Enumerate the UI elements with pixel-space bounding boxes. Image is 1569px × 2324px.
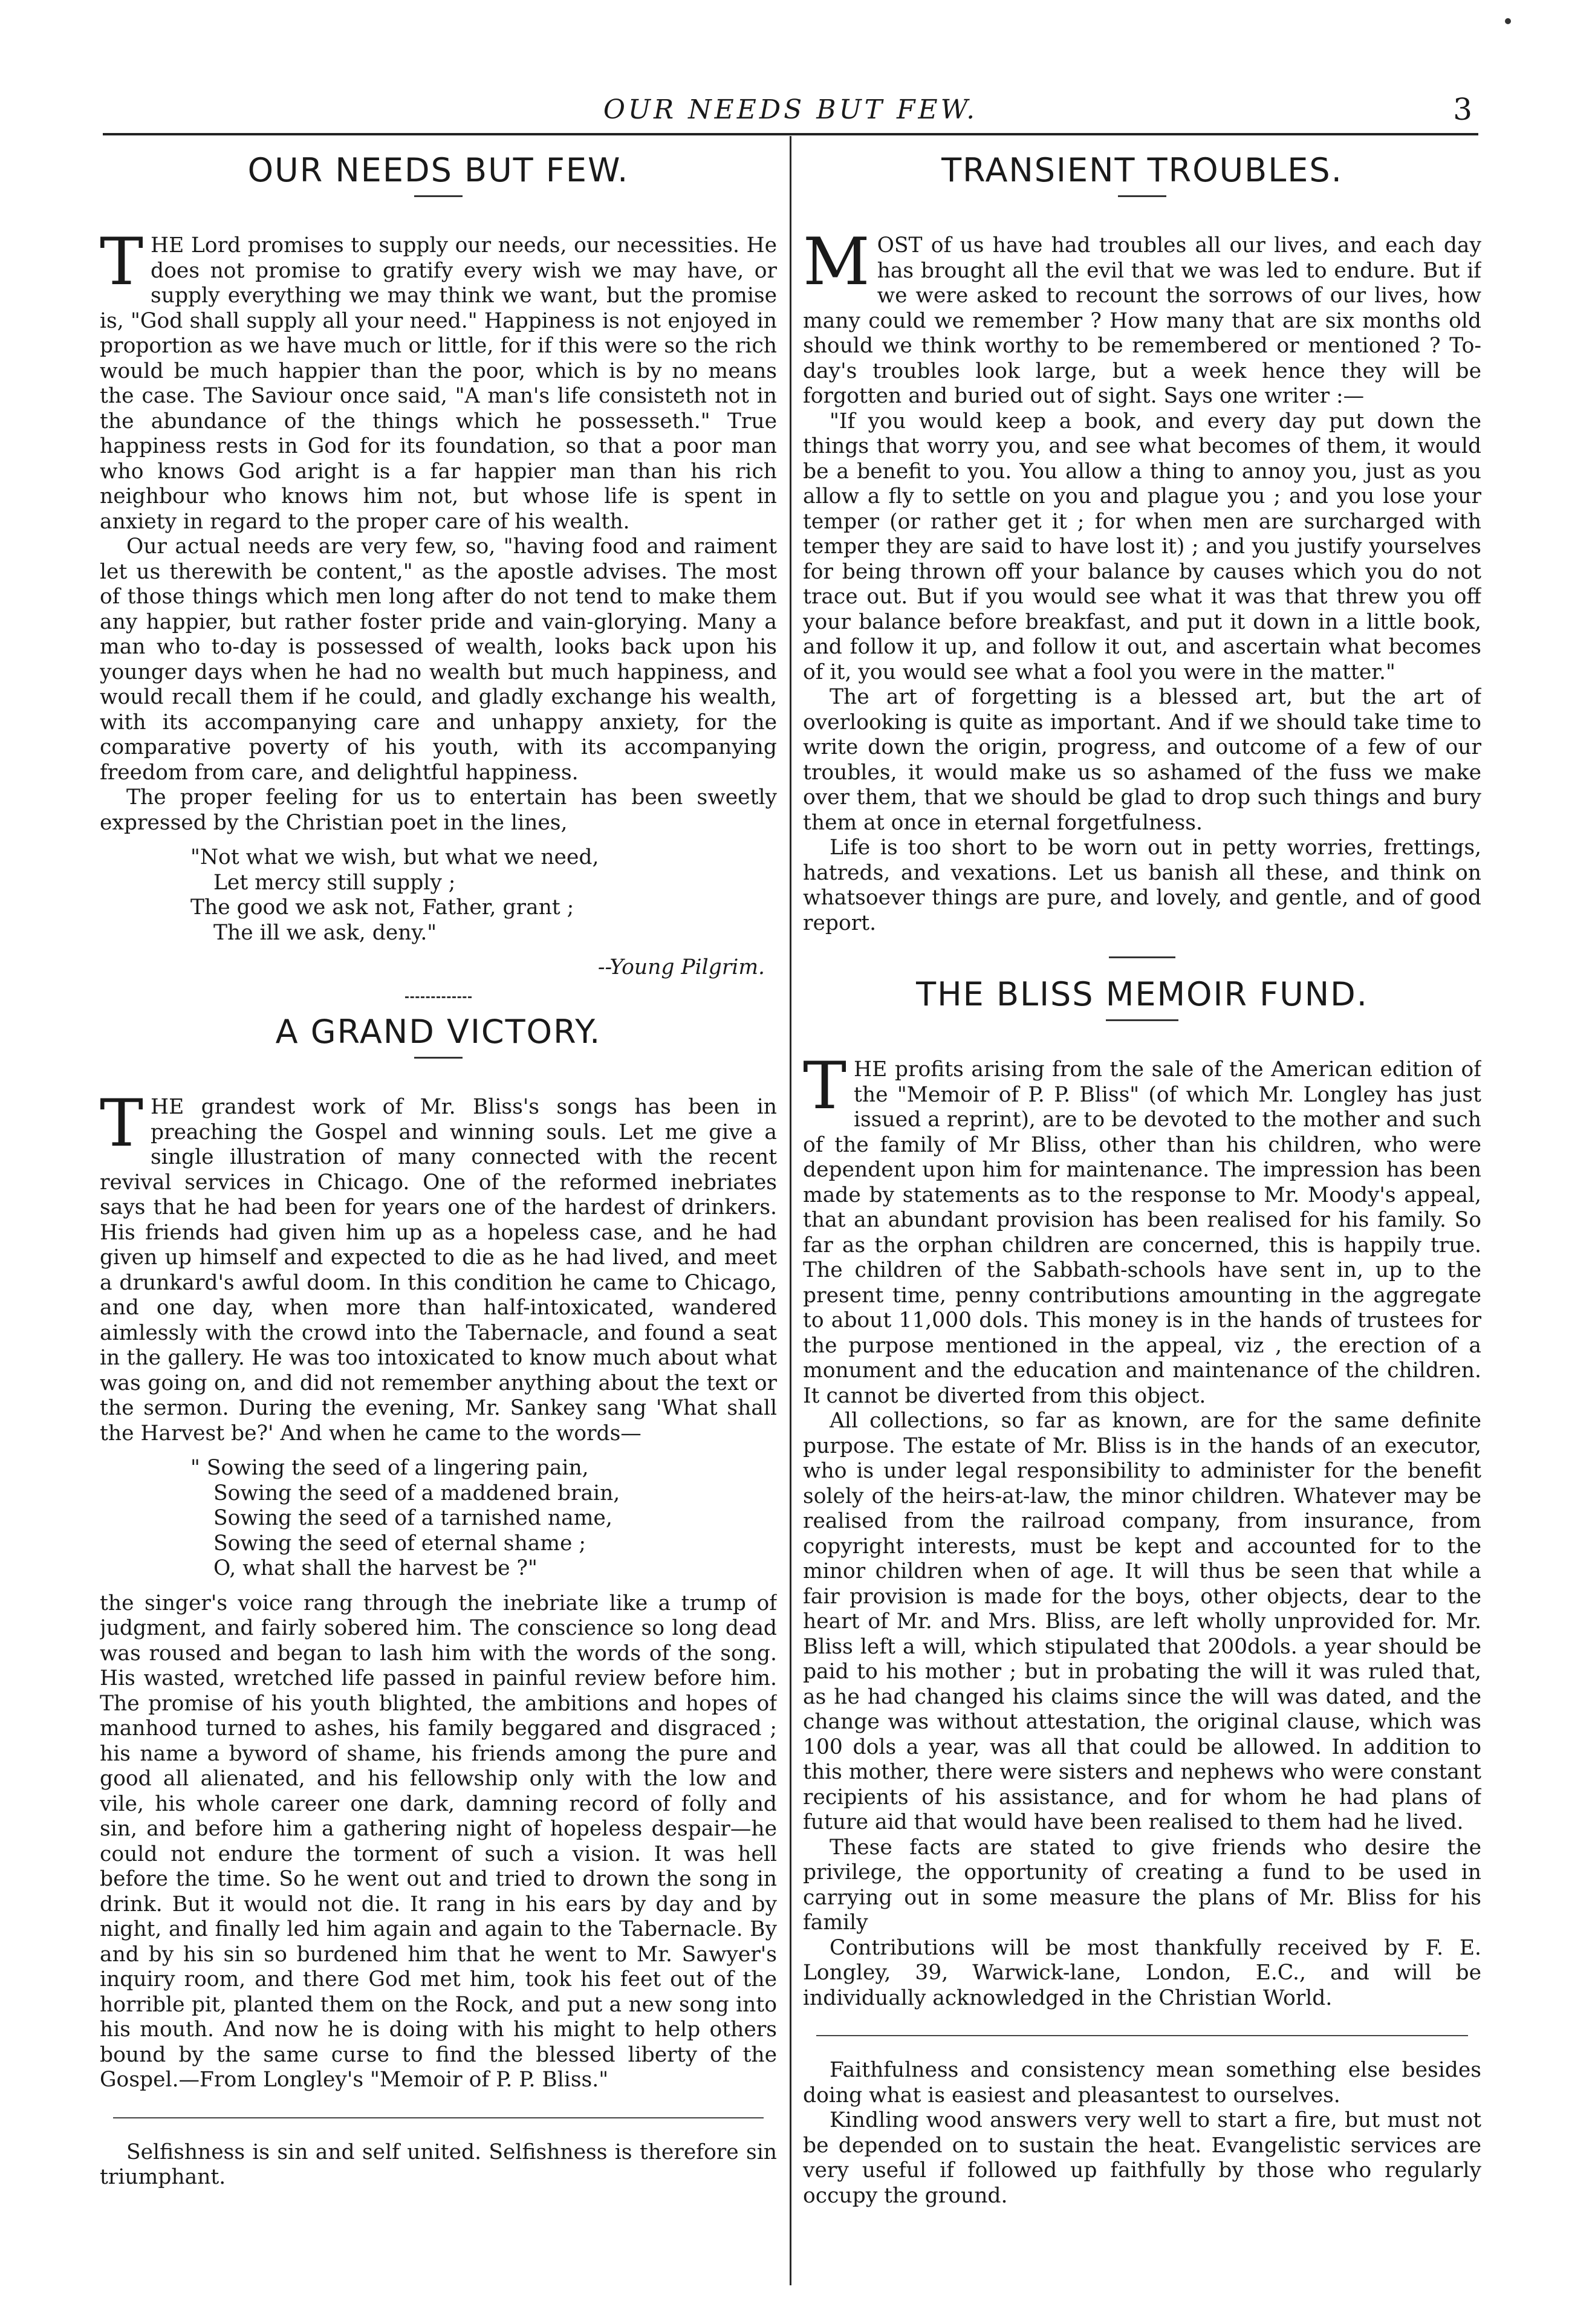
article-paragraph: the singer's voice rang through the inebriate like a trump of judgment, and fairly sobered him. The conscience so long dead was roused and began to lash him with the words of the song. His wasted, wretched life passed in painful review before him. The promise of his youth blighted, the ambitions and hopes of manhood turned to ashes, his family beggared and disgraced ; his name a byword of shame, his friends among the pure and good all alienated, and his fellowship only with the low and vile, his whole career one dark, damning record of folly and sin, and before him a gathering night of hopeless despair—he could not endure the torment of such a vision. It was hell before the time. So he went out and tried to drown the song in drink. But it would not die. It rang in his ears by day and by night, and finally led him again and again to the Tabernacle. By and by his sin so burdened him that he went to Mr. Sawyer's inquiry room, and there God met him, took his feet out of the horrible pit, planted them on the Rock, and put a new song into his mouth. And now he is doing with his might to help others bound by the same curse to find the blessed liberty of the Gospel.—From Longley's "Memoir of P. P. Bliss." bbox=[100, 1591, 777, 2092]
article-grand-victory bbox=[100, 1013, 777, 2093]
verse-line: Let mercy still supply ; bbox=[213, 870, 456, 895]
article-paragraph: Our actual needs are very few, so, "having food and raiment let us therewith be content," as the apostle advises. The most of those things which men long after do not tend to make them any happier, but rather foster pride and vain-glorying. Many a man who to-day is possessed of wealth, looks back upon his younger days when he had no wealth but much happiness, and would recall them if he could, and gladly exchange his wealth, with its accompanying care and unhappy anxiety, for the comparative poverty of his youth, with its accompanying freedom from care, and delightful happiness. bbox=[100, 534, 777, 785]
verse-line: O, what shall the harvest be ?" bbox=[213, 1556, 538, 1580]
verse-line: The good we ask not, Father, grant ; bbox=[190, 895, 574, 920]
filler-paragraph: Selfishness is sin and self united. Selfishness is therefore sin triumphant. bbox=[100, 2140, 777, 2189]
hymn-quote bbox=[190, 1456, 777, 1582]
article-paragraph: THE profits arising from the sale of the American edition of the "Memoir of P. P. Bliss" (of which Mr. Longley has just issued a reprint), are to be devoted to the mother and such of the family of Mr Bliss, other than his children, who were dependent upon him for maintenance. The impression has been made by statements as to the response to Mr. Moody's appeal, that an abundant provision has been realised for his family. So far as the orphan children are concerned, this is happily true. The children of the Sabbath-schools have sent in, up to the present time, penny contributions amounting in the aggregate to about 11,000 dols. This money is in the hands of trustees for the purpose mentioned in the appeal, viz , the erection of a monument and the education and maintenance of the children. It cannot be diverted from this object. bbox=[803, 1048, 1481, 1408]
ink-speck bbox=[1505, 18, 1511, 24]
running-header bbox=[103, 91, 1478, 135]
drop-cap: T bbox=[100, 1086, 144, 1161]
running-title: OUR NEEDS BUT FEW. bbox=[603, 94, 978, 125]
article-heading: A GRAND VICTORY. bbox=[275, 1013, 602, 1051]
filler-paragraph: Faithfulness and consistency mean something else besides doing what is easiest and pleasantest to ourselves. bbox=[803, 2058, 1481, 2108]
article-transient-troubles bbox=[803, 151, 1481, 936]
verse-line: The ill we ask, deny." bbox=[213, 920, 437, 945]
page-number: 3 bbox=[1453, 92, 1472, 127]
article-paragraph: MOST of us have had troubles all our lives, and each day has brought all the evil that we was led to endure. But if we were asked to recount the sorrows of our lives, how many could we remember ? How many that are six months old should we think worthy to be remembered or mentioned ? To-day's troubles look large, but a week hence they will be forgotten and buried out of sight. Says one writer :— bbox=[803, 224, 1481, 408]
verse-line: Sowing the seed of eternal shame ; bbox=[213, 1531, 586, 1556]
article-paragraph: THE Lord promises to supply our needs, our necessities. He does not promise to gratify every wish we may have, or supply everything we may think we want, but the promise is, "God shall supply all your need." Happiness is not enjoyed in proportion as we have much or little, for if this were so the rich would be much happier than the poor, which is by no means the case. The Saviour once said, "A man's life consisteth not in the abundance of the things which he possesseth." True happiness rests in God for its foundation, so that a poor man who knows God aright is a far happier man than his rich neighbour who knows him not, but whose life is spent in anxiety in regard to the proper care of his wealth. bbox=[100, 224, 777, 534]
heading-ornament bbox=[414, 195, 463, 197]
article-heading: THE BLISS MEMOIR FUND. bbox=[916, 975, 1368, 1013]
drop-cap: T bbox=[100, 224, 144, 300]
article-paragraph: "If you would keep a book, and every day put down the things that worry you, and see what becomes of them, it would be a benefit to you. You allow a thing to annoy you, just as you allow a fly to settle on you and plague you ; and you lose your temper (or rather get it ; for when men are surcharged with temper they are said to have lost it) ; and you justify yourselves for being thrown off your balance by causes which you do not trace out. But if you would see what it was that threw you off your balance before breakfast, and put it down in a little book, and follow it up, and follow it out, and ascertain what becomes of it, you would see what a fool you were in the matter." bbox=[803, 409, 1481, 684]
attribution: --Young Pilgrim. bbox=[597, 955, 765, 979]
section-separator bbox=[405, 996, 472, 998]
article-paragraph: Contributions will be most thankfully received by F. E. Longley, 39, Warwick-lane, London, E.C., and will be individually acknowledged in the Christian World. bbox=[803, 1935, 1481, 2010]
verse-line: "Not what we wish, but what we need, bbox=[190, 845, 599, 869]
verse-line: Sowing the seed of a maddened brain, bbox=[213, 1481, 620, 1505]
article-paragraph: The art of forgetting is a blessed art, but the art of overlooking is quite as important. And if we should take time to write down the origin, progress, and outcome of a few of our troubles, it would make us so ashamed of the fuss we make over them, that we should be glad to drop such things and bury them at once in eternal forgetfulness. bbox=[803, 685, 1481, 835]
heading-ornament bbox=[1118, 195, 1166, 197]
poem-quote bbox=[190, 845, 777, 946]
article-paragraph: THE grandest work of Mr. Bliss's songs has been in preaching the Gospel and winning souls. Let me give a single illustration of many connected with the recent revival services in Chicago. One of the reformed inebriates says that he had been for years one of the hardest of drinkers. His friends had given him up as a hopeless case, and he had given up himself and expected to die as he had lived, and meet a drunkard's awful doom. In this condition he came to Chicago, and one day, when more than half-intoxicated, wandered aimlessly with the crowd into the Tabernacle, and found a seat in the gallery. He was too intoxicated to know much about what was going on, and did not remember anything about the text or the sermon. During the evening, Mr. Sankey sang 'What shall the Harvest be?' And when he came to the words— bbox=[100, 1086, 777, 1446]
drop-cap: M bbox=[803, 224, 870, 300]
heading-ornament bbox=[1106, 1019, 1178, 1021]
article-heading: TRANSIENT TROUBLES. bbox=[941, 151, 1343, 189]
article-bliss-memoir-fund bbox=[803, 975, 1481, 2011]
article-paragraph: All collections, so far as known, are for the same definite purpose. The estate of Mr. Bliss is in the hands of an executor, who is under legal responsibility to administer for the benefit solely of the heirs-at-law, the minor children. Whatever may be realised from the railroad company, from insurance, from copyright interests, must be kept and accounted for to the minor children when of age. It will thus be seen that while a fair provision is made for the boys, other objects, dear to the heart of Mr. and Mrs. Bliss, are left wholly unprovided for. Mr. Bliss left a will, which stipulated that 200dols. a year should be paid to his mother ; but in probating the will it was ruled that, as he had changed his claims since the will was dated, and the change was without attestation, the original clause, which was 100 dols a year, was all that could be allowed. In addition to this mother, there were sisters and nephews who were constant recipients of his assistance, and for whom he had plans of future aid that would have been realised to them had he lived. bbox=[803, 1409, 1481, 1834]
verse-line: Sowing the seed of a tarnished name, bbox=[213, 1506, 612, 1530]
section-separator bbox=[113, 2117, 763, 2118]
article-heading: OUR NEEDS BUT FEW. bbox=[247, 151, 629, 189]
section-separator bbox=[816, 2035, 1467, 2036]
section-separator bbox=[1109, 956, 1175, 958]
left-column bbox=[100, 140, 777, 2268]
drop-cap: T bbox=[803, 1048, 847, 1124]
article-paragraph: The proper feeling for us to entertain has been sweetly expressed by the Christian poet in the lines, bbox=[100, 785, 777, 835]
article-paragraph: Life is too short to be worn out in petty worries, frettings, hatreds, and vexations. Let us banish all these, and think on whatsoever things are pure, and lovely, and gentle, and of good report. bbox=[803, 836, 1481, 935]
column-rule bbox=[790, 136, 791, 2285]
verse-line: " Sowing the seed of a lingering pain, bbox=[190, 1456, 589, 1480]
article-our-needs bbox=[100, 151, 777, 979]
right-column bbox=[803, 140, 1481, 2268]
heading-ornament bbox=[414, 1057, 463, 1059]
filler-paragraph: Kindling wood answers very well to start a fire, but must not be depended on to sustain the heat. Evangelistic services are very useful if followed up faithfully by those who regularly occupy the ground. bbox=[803, 2108, 1481, 2208]
article-paragraph: These facts are stated to give friends who desire the privilege, the opportunity of creating a fund to be used in carrying out in some measure the plans of Mr. Bliss for his family bbox=[803, 1835, 1481, 1935]
